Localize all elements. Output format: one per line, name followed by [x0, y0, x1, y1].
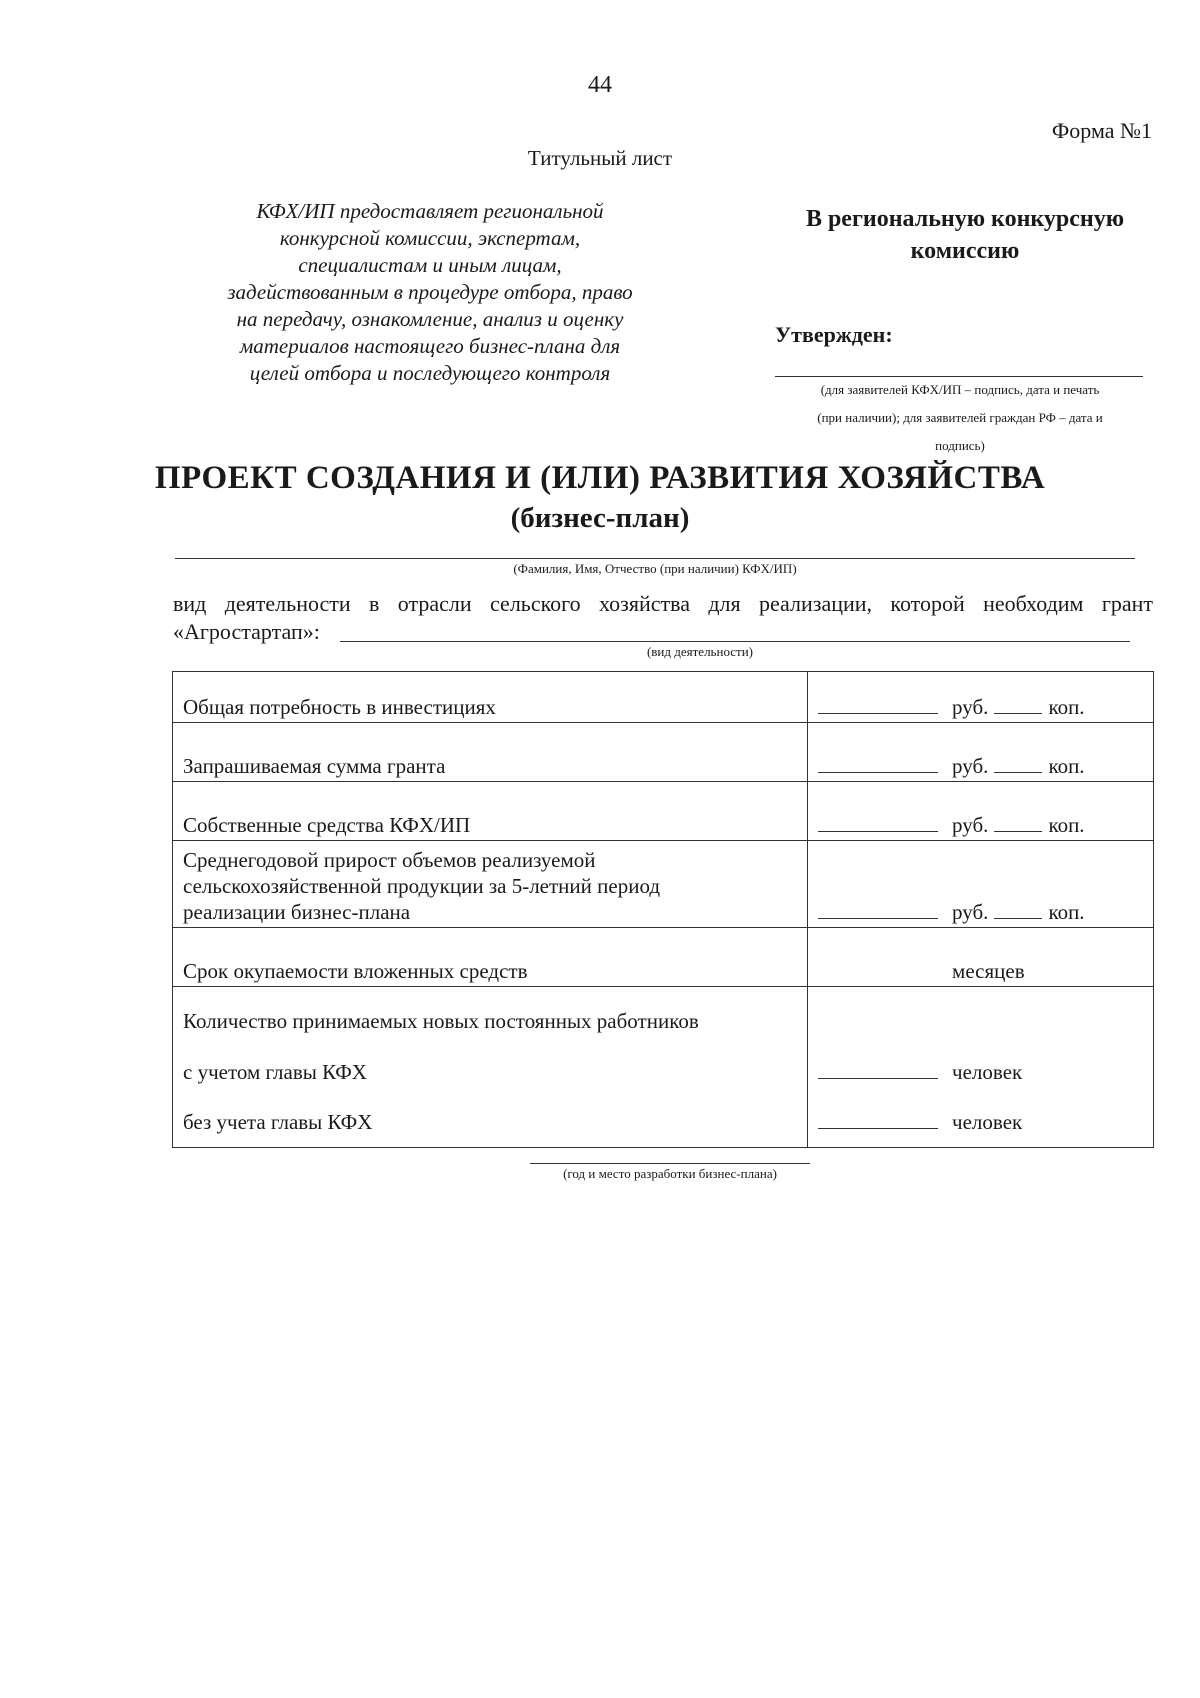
addressee-line: комиссию [910, 238, 1020, 264]
table-row [173, 841, 1154, 928]
row-label-line: Среднегодовой прирост объемов реализуемой [183, 848, 596, 872]
consent-note-line: КФХ/ИП предоставляет региональной [256, 199, 604, 223]
workers-with-head-value [818, 1047, 1143, 1097]
business-plan-summary-table [172, 671, 1154, 1148]
kop-unit: коп. [1048, 813, 1085, 837]
rub-unit: руб. [952, 695, 989, 719]
payback-cell [808, 928, 1154, 987]
kop-blank [994, 811, 1042, 832]
kop-blank [994, 752, 1042, 773]
row-label: Общая потребность в инвестициях [173, 672, 808, 723]
addressee [760, 203, 1170, 267]
document-subtitle: (бизнес-план) [510, 502, 690, 534]
approval-hint-line: подпись) [935, 438, 985, 453]
approval-hint-line: (при наличии); для заявителей граждан РФ – дата и [817, 410, 1103, 425]
consent-note-line: материалов настоящего бизнес-плана для [239, 334, 621, 358]
consent-note-line: задействованным в процедуре отбора, право [227, 280, 633, 304]
workers-without-head-value [818, 1097, 1143, 1147]
persons-unit: человек [952, 1060, 1023, 1084]
workers-without-head: без учета главы КФХ [183, 1110, 373, 1134]
approval-hint [770, 376, 1150, 460]
kop-blank [994, 693, 1042, 714]
rub-blank [818, 898, 938, 919]
persons-unit: человек [952, 1110, 1023, 1134]
addressee-line: В региональную конкурсную [805, 206, 1125, 232]
months-blank [818, 957, 938, 978]
rub-unit: руб. [952, 754, 989, 778]
kop-unit: коп. [1048, 900, 1085, 924]
workers-title: Количество принимаемых новых постоянных работников [183, 1009, 699, 1033]
table-row [173, 672, 1154, 723]
months-unit: месяцев [952, 959, 1025, 983]
row-label-line: реализации бизнес-плана [183, 900, 411, 924]
row-label [173, 841, 808, 928]
workers-with-head-blank [818, 1058, 938, 1079]
year-place-hint: (год и место разработки бизнес-плана) [563, 1166, 777, 1181]
rub-unit: руб. [952, 813, 989, 837]
consent-note [180, 198, 680, 387]
form-number: Форма №1 [1051, 118, 1152, 143]
applicant-name-field [175, 558, 1135, 559]
amount-cell [808, 841, 1154, 928]
activity-type-field [340, 641, 1130, 642]
rub-blank [818, 752, 938, 773]
table-row [173, 723, 1154, 782]
year-place-field [530, 1163, 810, 1164]
applicant-name-hint: (Фамилия, Имя, Отчество (при наличии) КФХ/ИП) [513, 561, 797, 576]
workers-block [183, 995, 797, 1147]
rub-blank [818, 693, 938, 714]
amount-cell [808, 672, 1154, 723]
rub-blank [818, 811, 938, 832]
consent-note-line: специалистам и иным лицам, [298, 253, 562, 277]
kop-unit: коп. [1048, 695, 1085, 719]
activity-type-hint: (вид деятельности) [646, 644, 754, 659]
row-label: Запрашиваемая сумма гранта [173, 723, 808, 782]
approval-hint-line: (для заявителей КФХ/ИП – подпись, дата и печать [820, 382, 1100, 397]
workers-label-cell [173, 987, 808, 1148]
table-row [173, 782, 1154, 841]
workers-without-head-blank [818, 1108, 938, 1129]
rub-unit: руб. [952, 900, 989, 924]
consent-note-line: на передачу, ознакомление, анализ и оценку [236, 307, 624, 331]
workers-with-head: с учетом главы КФХ [183, 1060, 367, 1084]
amount-cell [808, 723, 1154, 782]
row-label-line: сельскохозяйственной продукции за 5-летний период [183, 874, 661, 898]
table-row [173, 928, 1154, 987]
workers-values [818, 995, 1143, 1147]
workers-title-spacer [818, 995, 1143, 1047]
amount-cell [808, 782, 1154, 841]
approved-label: Утвержден: [775, 322, 893, 347]
table-row [173, 987, 1154, 1148]
kop-blank [994, 898, 1042, 919]
activity-type-text: вид деятельности в отрасли сельского хозяйства для реализации, которой необходим грант «Агростартап»: [173, 591, 1153, 644]
consent-note-line: конкурсной комиссии, экспертам, [279, 226, 581, 250]
kop-unit: коп. [1048, 754, 1085, 778]
row-label: Собственные средства КФХ/ИП [173, 782, 808, 841]
document-title: ПРОЕКТ СОЗДАНИЯ И (ИЛИ) РАЗВИТИЯ ХОЗЯЙСТВА [154, 460, 1046, 496]
title-sheet-heading: Титульный лист [527, 146, 673, 170]
consent-note-line: целей отбора и последующего контроля [249, 361, 611, 385]
page-number: 44 [588, 72, 612, 98]
row-label: Срок окупаемости вложенных средств [173, 928, 808, 987]
workers-value-cell [808, 987, 1154, 1148]
